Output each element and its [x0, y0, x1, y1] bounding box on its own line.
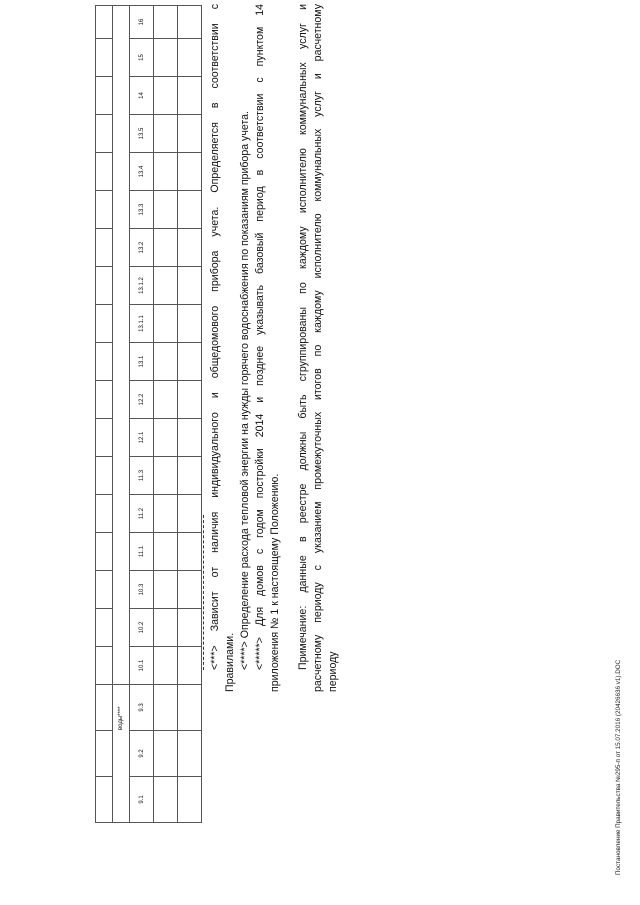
table-cell [154, 731, 178, 777]
footnote-5-line2: приложения № 1 к настоящему Положению. [269, 473, 281, 692]
column-number-cell: 11.2 [130, 495, 154, 533]
table-cell [178, 229, 202, 267]
table-cell [154, 77, 178, 115]
table-cell [178, 419, 202, 457]
header-note: воды**** [118, 706, 124, 730]
column-number-cell: 9.2 [130, 731, 154, 777]
column-number-cell: 11.1 [130, 533, 154, 571]
table-cell [178, 609, 202, 647]
column-number-cell: 16 [130, 6, 154, 39]
table-cell [154, 115, 178, 153]
table-cell [178, 731, 202, 777]
table-row [154, 6, 178, 823]
table-cell [96, 495, 113, 533]
table-cell [178, 267, 202, 305]
table-cell [96, 571, 113, 609]
table-cell [154, 495, 178, 533]
table-cell [178, 533, 202, 571]
table-cell [96, 419, 113, 457]
table-cell [178, 115, 202, 153]
header-note-cell [113, 685, 130, 823]
table-header-row [96, 6, 113, 823]
footnote-3-line2: Правилами. [224, 632, 236, 692]
column-number-cell: 13.4 [130, 153, 154, 191]
table-cell [178, 77, 202, 115]
column-number-cell: 9.1 [130, 777, 154, 823]
table-cell [178, 777, 202, 823]
column-number-cell: 13.1.1 [130, 305, 154, 343]
table-cell [96, 457, 113, 495]
table-cell [96, 731, 113, 777]
table-cell [154, 153, 178, 191]
table-header-row [113, 6, 130, 823]
column-number-cell: 14 [130, 77, 154, 115]
table-cell [154, 305, 178, 343]
table-cell [96, 533, 113, 571]
table-cell [178, 571, 202, 609]
table-cell [154, 647, 178, 685]
table-cell [154, 343, 178, 381]
column-number-cell: 13.2 [130, 229, 154, 267]
table-cell [154, 571, 178, 609]
table-cell [96, 343, 113, 381]
column-number-cell: 12.2 [130, 381, 154, 419]
footnote-3-line1: <***> Зависит от наличия индивидуального и общедомового прибора учета. Определяется в соответствии с [209, 4, 221, 670]
table-row [178, 6, 202, 823]
table-cell [96, 153, 113, 191]
column-number-cell: 12.1 [130, 419, 154, 457]
document-footer: Постановление Правительства №295-п от 15.07.2016 (20426636 v1).DOC [615, 659, 622, 875]
table-cell [178, 343, 202, 381]
table-cell [154, 685, 178, 731]
registry-table [95, 5, 202, 823]
column-number-cell: 11.3 [130, 457, 154, 495]
column-number-cell: 15 [130, 39, 154, 77]
table-cell [96, 647, 113, 685]
table-cell [154, 533, 178, 571]
column-number-cell: 10.3 [130, 571, 154, 609]
table-cell [178, 39, 202, 77]
table-cell [154, 39, 178, 77]
table-cell [178, 495, 202, 533]
table-cell [96, 609, 113, 647]
table-cell [113, 6, 130, 685]
table-cell [178, 381, 202, 419]
table-cell [178, 153, 202, 191]
table-cell [96, 191, 113, 229]
table-cell [96, 777, 113, 823]
table-cell [154, 6, 178, 39]
footnote-4: <****> Определение расхода тепловой энергии на нужды горячего водоснабжения по показаниям прибора учета. [239, 111, 251, 670]
column-number-cell: 13.3 [130, 191, 154, 229]
table-cell [154, 457, 178, 495]
table-cell [154, 419, 178, 457]
table-cell [154, 191, 178, 229]
table-cell [154, 267, 178, 305]
table-cell [178, 685, 202, 731]
column-number-cell: 9.3 [130, 685, 154, 731]
table-cell [178, 6, 202, 39]
table-cell [96, 77, 113, 115]
remark-line1: Примечание: данные в реестре должны быть сгруппированы по каждому исполнителю коммунальных услуг и [297, 4, 309, 670]
table-cell [178, 647, 202, 685]
table-cell [96, 39, 113, 77]
table-cell [154, 381, 178, 419]
column-number-cell: 13.1 [130, 343, 154, 381]
table-cell [96, 6, 113, 39]
table-cell [178, 457, 202, 495]
table-cell [96, 305, 113, 343]
column-number-cell: 10.2 [130, 609, 154, 647]
table-cell [154, 229, 178, 267]
table-cell [96, 381, 113, 419]
table-cell [96, 229, 113, 267]
table-cell [154, 777, 178, 823]
table-cell [96, 267, 113, 305]
table-cell [178, 191, 202, 229]
remark-line3: периоду [327, 651, 339, 692]
table-cell [96, 685, 113, 731]
footnote-5-line1: <*****> Для домов с годом постройки 2014 и позднее указывать базовый период в соответствии с пунктом 14 [254, 4, 266, 670]
column-number-cell: 10.1 [130, 647, 154, 685]
footnote-separator [203, 515, 204, 670]
remark-line2: расчетному периоду с указанием промежуточных итогов по каждому исполнителю коммунальных услуг и расчетному [312, 4, 324, 692]
column-number-cell: 13.1.2 [130, 267, 154, 305]
table-cell [178, 305, 202, 343]
column-number-row [130, 6, 154, 823]
table-cell [154, 609, 178, 647]
table-cell [96, 115, 113, 153]
column-number-cell: 13.5 [130, 115, 154, 153]
